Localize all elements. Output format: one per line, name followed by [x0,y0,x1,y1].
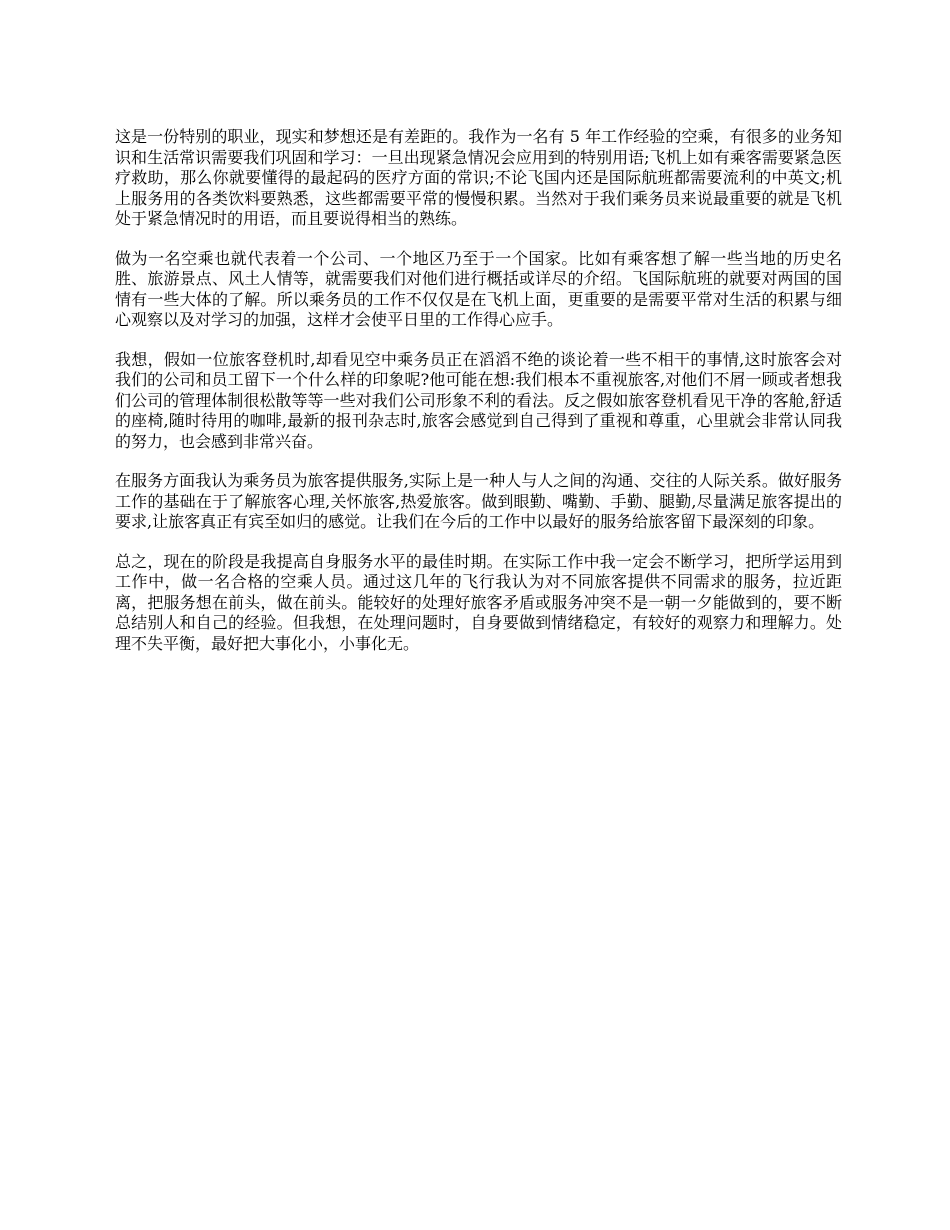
paragraph-4: 在服务方面我认为乘务员为旅客提供服务,实际上是一种人与人之间的沟通、交往的人际关系。做好服务工作的基础在于了解旅客心理,关怀旅客,热爱旅客。做到眼勤、嘴勤、手勤、腿勤,尽量满足旅客提出的要求,让旅客真正有宾至如归的感觉。让我们在今后的工作中以最好的服务给旅客留下最深刻的印象。 [115,471,842,531]
paragraph-5: 总之，现在的阶段是我提高自身服务水平的最佳时期。在实际工作中我一定会不断学习，把所学运用到工作中，做一名合格的空乘人员。通过这几年的飞行我认为对不同旅客提供不同需求的服务，拉近距离，把服务想在前头，做在前头。能较好的处理好旅客矛盾或服务冲突不是一朝一夕能做到的，要不断总结别人和自己的经验。但我想，在处理问题时，自身要做到情绪稳定，有较好的观察力和理解力。处理不失平衡，最好把大事化小，小事化无。 [115,551,842,653]
document-page [115,127,842,673]
paragraph-3: 我想，假如一位旅客登机时,却看见空中乘务员正在滔滔不绝的谈论着一些不相干的事情,这时旅客会对我们的公司和员工留下一个什么样的印象呢?他可能在想:我们根本不重视旅客,对他们不屑一顾或者想我们公司的管理体制很松散等等一些对我们公司形象不利的看法。反之假如旅客登机看见干净的客舱,舒适的座椅,随时待用的咖啡,最新的报刊杂志时,旅客会感觉到自己得到了重视和尊重，心里就会非常认同我的努力，也会感到非常兴奋。 [115,349,842,451]
paragraph-2: 做为一名空乘也就代表着一个公司、一个地区乃至于一个国家。比如有乘客想了解一些当地的历史名胜、旅游景点、风土人情等，就需要我们对他们进行概括或详尽的介绍。飞国际航班的就要对两国的国情有一些大体的了解。所以乘务员的工作不仅仅是在飞机上面，更重要的是需要平常对生活的积累与细心观察以及对学习的加强，这样才会使平日里的工作得心应手。 [115,248,842,329]
paragraph-1: 这是一份特别的职业，现实和梦想还是有差距的。我作为一名有 5 年工作经验的空乘，有很多的业务知识和生活常识需要我们巩固和学习：一旦出现紧急情况会应用到的特别用语;飞机上如有乘客需要紧急医疗救助，那么你就要懂得的最起码的医疗方面的常识;不论飞国内还是国际航班都需要流利的中英文;机上服务用的各类饮料要熟悉，这些都需要平常的慢慢积累。当然对于我们乘务员来说最重要的就是飞机处于紧急情况时的用语，而且要说得相当的熟练。 [115,127,842,228]
